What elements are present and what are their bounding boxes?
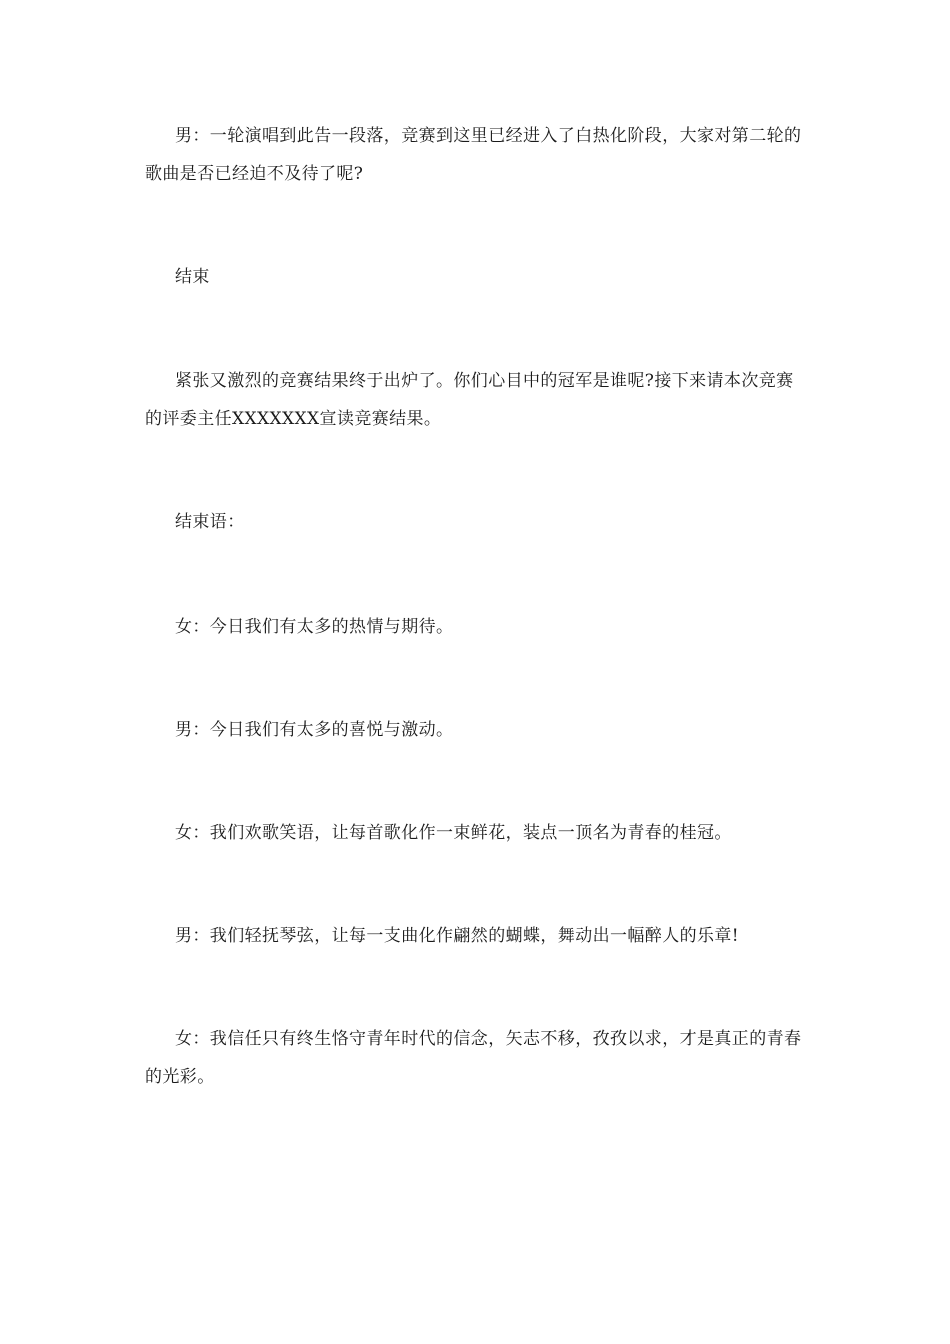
paragraph-section-end: 结束 [175,267,210,287]
paragraph-results: 紧张又激烈的竞赛结果终于出炉了。你们心目中的冠军是谁呢?接下来请本次竞赛的评委主任XXXXXXX宣读竞赛结果。 [145,371,794,429]
paragraph-male-round-end: 男：一轮演唱到此告一段落，竞赛到这里已经进入了白热化阶段，大家对第二轮的歌曲是否已经迫不及待了呢? [145,126,802,184]
paragraph-female-line-1: 女：今日我们有太多的热情与期待。 [175,617,454,637]
paragraph-female-line-3: 女：我信任只有终生恪守青年时代的信念，矢志不移，孜孜以求，才是真正的青春的光彩。 [145,1029,802,1087]
paragraph-male-line-2: 男：我们轻抚琴弦，让每一支曲化作翩然的蝴蝶，舞动出一幅醉人的乐章! [175,926,740,946]
paragraph-female-line-2: 女：我们欢歌笑语，让每首歌化作一束鲜花，装点一顶名为青春的桂冠。 [175,823,732,843]
paragraph-male-line-1: 男：今日我们有太多的喜悦与激动。 [175,720,454,740]
paragraph-closing-heading: 结束语： [175,512,245,532]
